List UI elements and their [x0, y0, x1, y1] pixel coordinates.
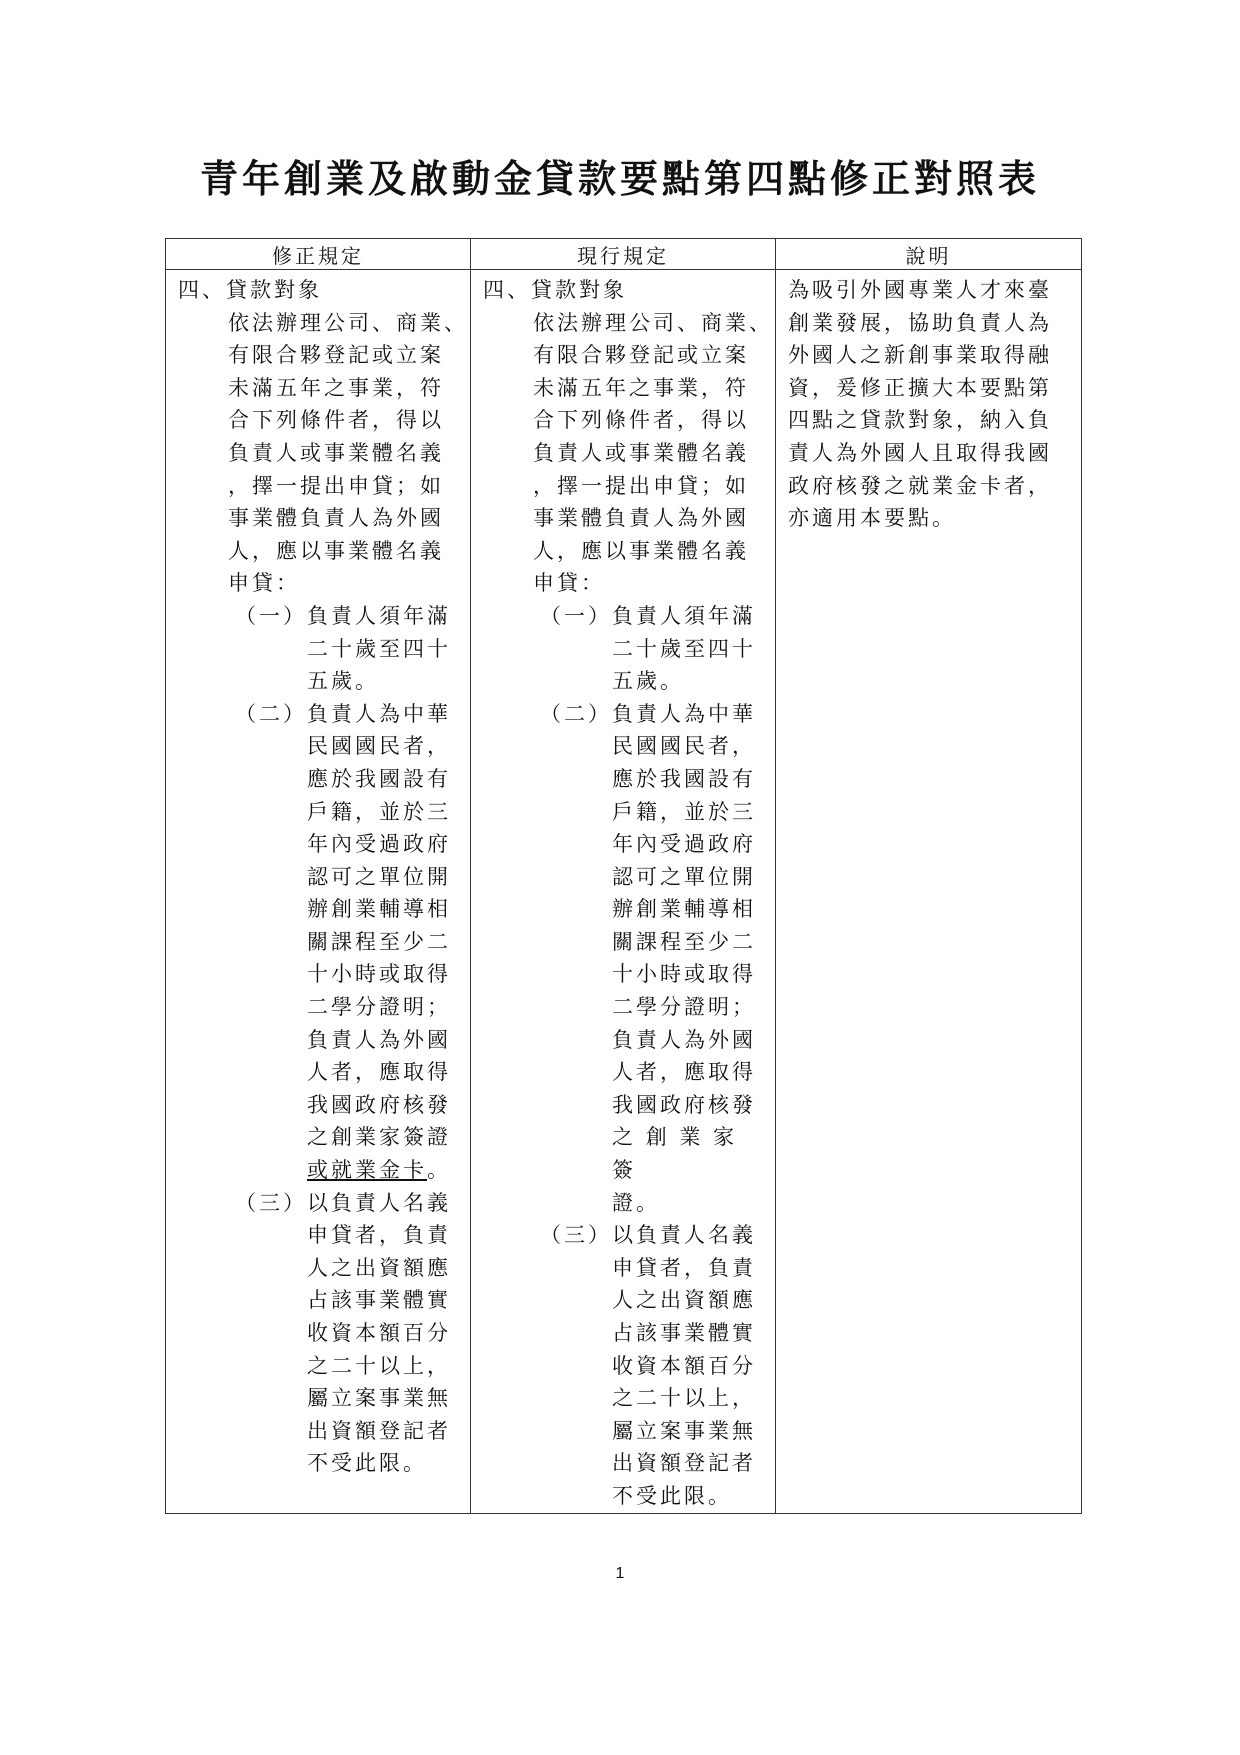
amended-heading: 四、貸款對象	[178, 278, 322, 302]
amended-item-line: 二十歲至四十	[307, 636, 451, 661]
amended-cell	[166, 270, 471, 1514]
amended-item-line: 辦創業輔導相	[307, 897, 451, 922]
amended-intro-line: 人，應以事業體名義	[228, 538, 444, 563]
page-number: 1	[615, 1565, 625, 1582]
current-item-line: 人之出資額應	[612, 1288, 757, 1313]
amended-intro-line: 依法辦理公司、商業、	[228, 310, 468, 335]
amended-intro-line: 負責人或事業體名義	[228, 440, 444, 465]
current-item-line: 十小時或取得	[612, 962, 757, 987]
amended-item-line: 十小時或取得	[307, 962, 451, 987]
current-item-line: 出資額登記者	[612, 1451, 757, 1476]
amended-text	[166, 270, 470, 1480]
amended-item-line: 戶籍，並於三	[307, 799, 451, 824]
header-amended: 修正規定	[166, 239, 471, 270]
amended-intro-line: 合下列條件者，得以	[228, 408, 444, 433]
amended-item-2-number: （二）	[235, 701, 307, 726]
current-item-line: 證。	[612, 1190, 661, 1215]
amended-item-line: 二學分證明；	[307, 995, 451, 1020]
explanation-line: 為吸引外國專業人才來臺	[788, 278, 1053, 302]
amended-item-1-number: （一）	[235, 603, 307, 628]
current-item-line: 二十歲至四十	[612, 636, 757, 661]
amended-item-line: 我國政府核發	[307, 1092, 451, 1117]
current-item-line: 以負責人名義	[612, 1223, 757, 1248]
explanation-line: 資，爰修正擴大本要點第	[788, 375, 1053, 400]
amended-item-1-body	[307, 600, 457, 698]
amended-item-2	[166, 698, 470, 1187]
header-explanation: 說明	[776, 239, 1082, 270]
current-item-1	[471, 600, 775, 698]
amended-item-line: 出資額登記者	[307, 1418, 451, 1443]
current-text	[471, 270, 775, 1513]
current-item-line: 之 創 業 家 簽	[612, 1125, 738, 1183]
current-item-line: 年內受過政府	[612, 832, 757, 857]
table-header-row	[166, 239, 1082, 270]
current-item-line: 負責人為中華	[612, 701, 757, 726]
document-title: 青年創業及啟動金貸款要點第四點修正對照表	[199, 157, 1040, 201]
amended-item-end: 。	[427, 1158, 451, 1183]
amended-item-line: 負責人須年滿	[307, 603, 451, 628]
current-item-line: 屬立案事業無	[612, 1418, 757, 1443]
current-item-line: 不受此限。	[612, 1483, 733, 1508]
amended-item-line: 占該事業體實	[307, 1288, 451, 1313]
current-item-line: 負責人須年滿	[612, 603, 757, 628]
amended-item-line: 之創業家簽證	[307, 1125, 451, 1150]
amended-item-1	[166, 600, 470, 698]
comparison-table	[165, 238, 1082, 1514]
explanation-line: 責人為外國人且取得我國	[788, 440, 1053, 465]
amended-item-line: 關課程至少二	[307, 929, 451, 954]
current-item-line: 人者，應取得	[612, 1060, 757, 1085]
amended-item-3	[166, 1187, 470, 1480]
current-intro-line: ，擇一提出申貸；如	[533, 473, 750, 498]
current-item-3-body	[612, 1219, 762, 1512]
amended-item-line: 之二十以上，	[307, 1353, 451, 1378]
amended-item-line: 民國國民者，	[307, 734, 451, 759]
current-item-line: 收資本額百分	[612, 1353, 757, 1378]
current-intro-line: 負責人或事業體名義	[533, 440, 750, 465]
amended-item-line	[307, 1154, 457, 1187]
explanation-line: 亦適用本要點。	[788, 506, 957, 531]
amended-item-line: 收資本額百分	[307, 1321, 451, 1345]
current-item-line: 應於我國設有	[612, 766, 757, 791]
current-item-line: 辦創業輔導相	[612, 897, 757, 922]
current-item-line: 我國政府核發	[612, 1092, 757, 1117]
current-item-2-body	[612, 698, 762, 1220]
explanation-text	[776, 270, 1081, 535]
amended-item-3-body	[307, 1187, 457, 1480]
amended-intro-line: 事業體負責人為外國	[228, 506, 444, 531]
current-item-line: 之二十以上，	[612, 1386, 757, 1411]
amended-item-line: 應於我國設有	[307, 766, 451, 791]
explanation-line: 外國人之新創事業取得融	[788, 343, 1053, 368]
amended-item-line: 人之出資額應	[307, 1255, 451, 1280]
current-intro-line: 人，應以事業體名義	[533, 538, 750, 563]
current-item-line: 戶籍，並於三	[612, 799, 757, 824]
amended-intro-line: 有限合夥登記或立案	[228, 343, 444, 368]
current-item-line: 認可之單位開	[612, 864, 757, 889]
amended-item-line: 人者，應取得	[307, 1060, 451, 1085]
current-item-1-number: （一）	[540, 603, 613, 628]
current-item-2-number: （二）	[540, 701, 613, 726]
amended-item-line: 屬立案事業無	[307, 1386, 451, 1411]
current-item-1-body	[612, 600, 762, 698]
amended-item-2-body	[307, 698, 457, 1187]
current-item-line: 申貸者，負責	[612, 1255, 757, 1280]
amended-item-line: 不受此限。	[307, 1451, 427, 1476]
current-intro-line: 未滿五年之事業，符	[533, 375, 750, 400]
header-current: 現行規定	[471, 239, 776, 270]
current-item-line: 民國國民者，	[612, 734, 757, 759]
current-item-line: 關課程至少二	[612, 929, 757, 954]
current-intro-line: 合下列條件者，得以	[533, 408, 750, 433]
current-heading: 四、貸款對象	[483, 278, 628, 302]
current-item-line: 五歲。	[612, 669, 685, 694]
amended-intro-line: 未滿五年之事業，符	[228, 375, 444, 400]
current-cell	[471, 270, 776, 1514]
amended-intro-line: 申貸：	[228, 571, 300, 596]
amended-item-line: 五歲。	[307, 669, 379, 694]
current-item-line: 占該事業體實	[612, 1321, 757, 1345]
amended-item-line: 申貸者，負責	[307, 1223, 451, 1248]
current-item-2	[471, 698, 775, 1220]
current-intro-line: 事業體負責人為外國	[533, 506, 750, 531]
amended-item-line: 認可之單位開	[307, 864, 451, 889]
current-intro-line: 有限合夥登記或立案	[533, 343, 750, 368]
current-item-3-number: （三）	[540, 1223, 613, 1248]
amended-inserted-text: 或就業金卡	[307, 1158, 427, 1183]
explanation-line: 政府核發之就業金卡者，	[788, 473, 1053, 498]
current-intro-line: 依法辦理公司、商業、	[533, 310, 774, 335]
amended-item-3-number: （三）	[235, 1190, 307, 1215]
current-item-line: 負責人為外國	[612, 1027, 757, 1052]
current-item-line: 二學分證明；	[612, 995, 757, 1020]
amended-item-line: 以負責人名義	[307, 1190, 451, 1215]
amended-item-line: 負責人為中華	[307, 701, 451, 726]
current-item-3	[471, 1219, 775, 1512]
amended-item-line: 負責人為外國	[307, 1027, 451, 1052]
explanation-line: 創業發展，協助負責人為	[788, 310, 1053, 335]
explanation-line: 四點之貸款對象，納入負	[788, 408, 1053, 433]
amended-item-line: 年內受過政府	[307, 832, 451, 857]
table-body-row	[166, 270, 1082, 1514]
amended-intro-line: ，擇一提出申貸；如	[228, 473, 444, 498]
explanation-cell	[776, 270, 1082, 1514]
current-intro-line: 申貸：	[533, 571, 606, 596]
